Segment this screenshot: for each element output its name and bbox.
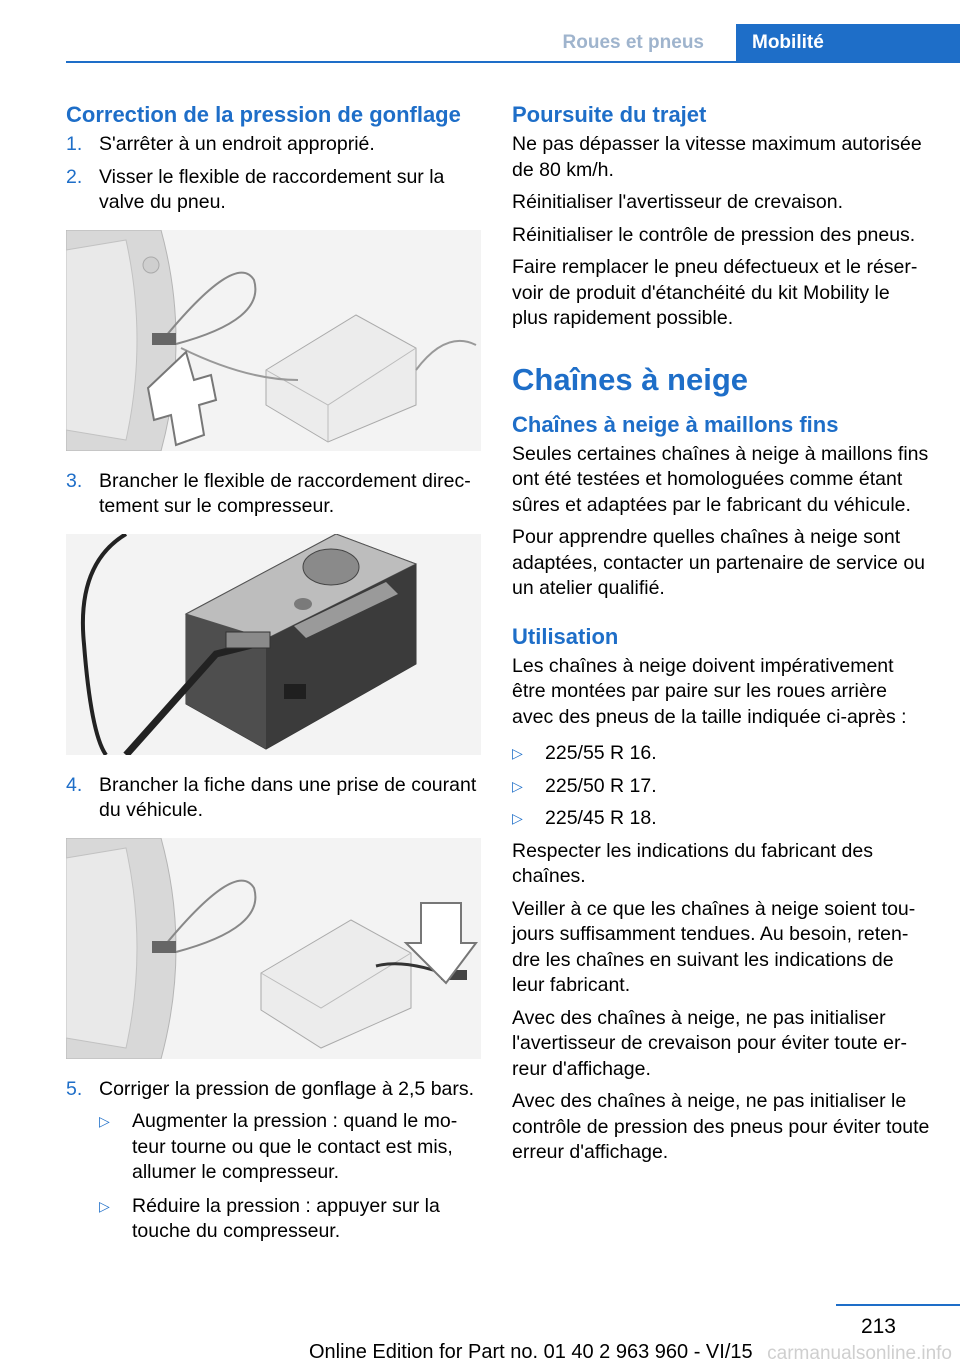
page-header: [0, 0, 960, 62]
fine-link-chains-heading: Chaînes à neige à maillons fins: [512, 411, 839, 437]
right-column: [512, 100, 930, 1173]
bullet-icon: ▷: [512, 777, 523, 794]
tire-size: 225/55 R 16.: [545, 742, 657, 764]
paragraph: Avec des chaînes à neige, ne pas initialiser le contrôle de pression des pneus pour éviter toute erreur d'affichage.: [512, 1090, 930, 1163]
page-footer: [0, 1300, 960, 1362]
paragraph: Pour apprendre quelles chaînes à neige sont adaptées, contacter un partenaire de service ou un atelier qualifié.: [512, 526, 926, 599]
tire-size-item: [512, 741, 930, 767]
left-column: [66, 100, 481, 1253]
paragraph: Seules certaines chaînes à neige à maillons fins ont été testées et homologuées comme étant sûres et adaptées par le fabricant du véhicule.: [512, 442, 929, 516]
step-number: 1.: [66, 133, 83, 155]
tire-size-item: [512, 774, 930, 800]
step-text: Visser le flexible de raccordement sur la valve du pneu.: [99, 165, 445, 213]
step-4: [66, 773, 481, 824]
continue-driving-heading: Poursuite du trajet: [512, 102, 707, 127]
pressure-correction-heading: Correction de la pression de gonflage: [66, 102, 461, 127]
step-1: [66, 132, 481, 158]
chapter-label: Roues et pneus: [562, 32, 704, 53]
tire-size: 225/45 R 18.: [545, 807, 657, 829]
bullet-icon: ▷: [512, 810, 523, 826]
bullet-icon: ▷: [99, 1113, 110, 1129]
tire-size-item: [512, 806, 930, 832]
step-text: S'arrêter à un endroit approprié.: [99, 133, 375, 155]
substep-decrease: [99, 1194, 481, 1245]
watermark: carmanualsonline.info: [767, 1343, 952, 1364]
step-number: 2.: [66, 165, 83, 188]
paragraph: Réinitialiser le contrôle de pression des pneus.: [512, 223, 916, 246]
page-number: 213: [860, 1315, 896, 1338]
bullet-icon: ▷: [99, 1197, 110, 1214]
paragraph: Les chaînes à neige doivent impérativement être montées par paire sur les roues arrière avec des pneus de la taille indiquée ci-après :: [512, 654, 907, 728]
step-number: 4.: [66, 773, 83, 796]
figure-hose-to-compressor: [66, 534, 481, 755]
substep-text: Augmenter la pression : quand le moteur tourne ou que le contact est mis, allumer le compresseur.: [132, 1110, 458, 1183]
paragraph: Faire remplacer le pneu défectueux et le réservoir de produit d'étanchéité du kit Mobility le plus rapidement possible.: [512, 256, 918, 329]
section-tab: Mobilité: [736, 24, 960, 61]
edition-note: Online Edition for Part no. 01 40 2 963 960 - VI/15: [309, 1341, 753, 1363]
paragraph: Réinitialiser l'avertisseur de crevaison.: [512, 191, 844, 213]
step-5: [66, 1077, 481, 1103]
usage-heading: Utilisation: [512, 623, 619, 649]
step-text: Corriger la pression de gonflage à 2,5 bars.: [99, 1077, 475, 1100]
paragraph: Respecter les indications du fabricant des chaînes.: [512, 839, 873, 887]
step-number: 5.: [66, 1077, 83, 1100]
figure-hose-to-valve: [66, 230, 481, 451]
footer-rule: [836, 1304, 960, 1306]
figure-plug-to-socket: [66, 838, 481, 1059]
snow-chains-chapter-title: Chaînes à neige: [512, 361, 749, 397]
step-3: [66, 469, 481, 520]
paragraph: Veiller à ce que les chaînes à neige soient toujours suffisamment tendues. Au besoin, retendre les chaînes en suivant les indications de leur fabricant.: [512, 897, 916, 996]
header-rule: [66, 61, 960, 63]
substep-increase: [99, 1109, 481, 1186]
step-number: 3.: [66, 469, 83, 492]
step-2: [66, 165, 481, 216]
paragraph: Ne pas dépasser la vitesse maximum autorisée de 80 km/h.: [512, 133, 922, 181]
step-text: Brancher le flexible de raccordement directement sur le compresseur.: [99, 469, 471, 517]
bullet-icon: ▷: [512, 745, 523, 761]
substep-text: Réduire la pression : appuyer sur la touche du compresseur.: [132, 1194, 440, 1242]
tire-size: 225/50 R 17.: [545, 774, 657, 797]
paragraph: Avec des chaînes à neige, ne pas initialiser l'avertisseur de crevaison pour éviter toute erreur d'affichage.: [512, 1006, 907, 1080]
step-text: Brancher la fiche dans une prise de courant du véhicule.: [99, 773, 477, 821]
